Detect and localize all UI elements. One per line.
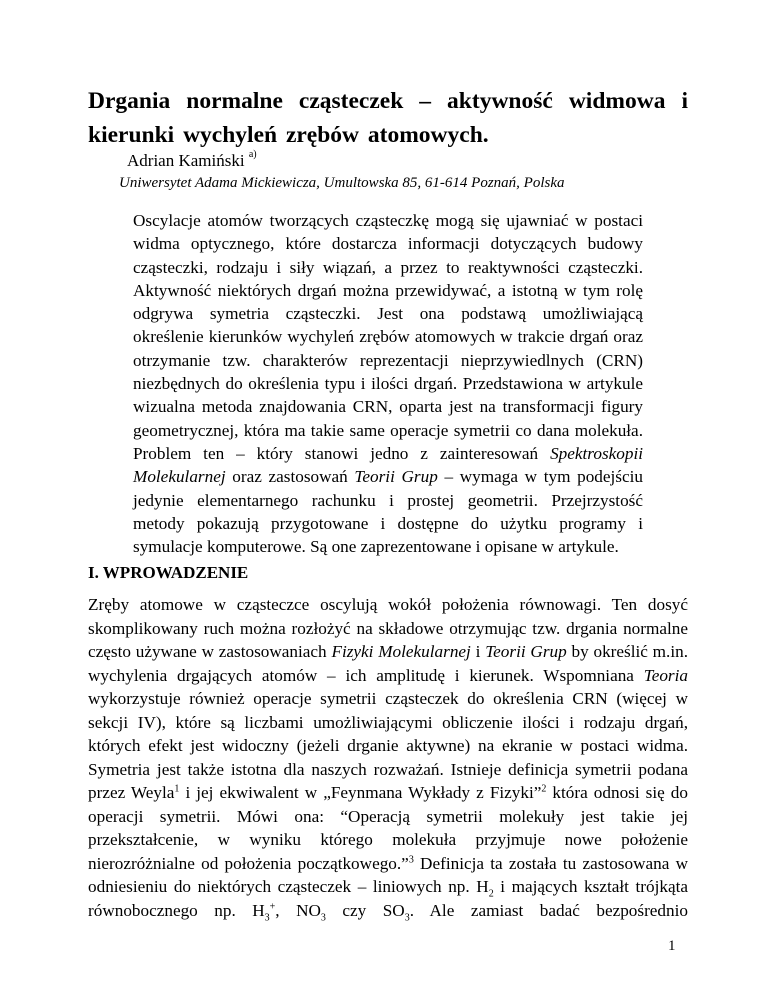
body-text: wykorzystuje również operacje symetrii cząsteczek do określenia CRN (więcej w sekcji IV), które są liczbami umożliwiającymi obliczenie ilości i rodzaju drgań, których efekt jest widoczny (jeżeli drganie aktywne) na ekranie w postaci widma. Symetria jest także istotna dla naszych rozważań. Istnieje definicja symetrii podana przez Weyla (88, 689, 688, 802)
body-text: , NO (275, 900, 321, 920)
affiliation: Uniwersytet Adama Mickiewicza, Umultowska 85, 61-614 Poznań, Polska (119, 175, 565, 191)
body-text: . Ale zamiast badać bezpośrednio (409, 900, 688, 920)
abstract-text-1: Oscylacje atomów tworzących cząsteczkę mogą się ujawniać w postaci widma optycznego, które dostarcza informacji dotyczących budowy cząsteczki, rodzaju i siły wiązań, a przez to reaktywności cząsteczki. Aktywność niektórych drgań można przewidywać, a istotną w tym rolę odgrywa symetria cząsteczki. Jest ona podstawą umożliwiającą określenie kierunków wychyleń zrębów atomowych w trakcie drgań oraz otrzymanie tzw. charakterów reprezentacji nieprzywiedlnych (CRN) niezbędnych do określenia typu i ilości drgań. Przedstawiona w artykule wizualna metoda znajdowania CRN, oparta jest na transformacji figury geometrycznej, która ma takie same operacje symetrii co dana molekuła. Problem ten – który stanowi jedno z zainteresowań (133, 211, 643, 463)
author-line (127, 150, 257, 172)
reference-mark: 2 (541, 783, 547, 795)
abstract (133, 209, 643, 558)
affiliation-mark: a) (248, 149, 257, 161)
abstract-italic-1: Spektroskopii Molekularnej (133, 443, 643, 487)
body-text: i (470, 642, 486, 661)
body-italic: Teoria (643, 665, 688, 685)
subscript: 2 (488, 888, 494, 900)
body-text: która odnosi się do operacji symetrii. Mówi ona: “Operacją symetrii molekuły jest takie jej przekształcenie, w wyniku którego molekuła przyjmuje nowe położenie nierozróżnialne od położenia początkowego.” (88, 783, 688, 873)
body-paragraph (88, 593, 688, 922)
subscript: 3 (320, 911, 326, 923)
paper-title: Drgania normalne cząsteczek – aktywność widmowa i kierunki wychyleń zrębów atomowych. (88, 88, 688, 148)
section-heading: I. WPROWADZENIE (88, 563, 249, 582)
body-text: Definicja ta została tu zastosowana w odniesieniu do niektórych cząsteczek – liniowych np. H (88, 853, 688, 896)
page-number: 1 (668, 938, 676, 954)
reference-mark: 1 (174, 783, 180, 795)
body-italic: Fizyki Molekularnej (331, 642, 471, 661)
body-text: Zręby atomowe w cząsteczce oscylują wokół położenia równowagi. Ten dosyć skomplikowany ruch można rozłożyć na składowe otrzymując tzw. drgania normalne często używane w zastosowaniach (88, 595, 688, 661)
superscript: + (269, 900, 276, 912)
body-text: i jej ekwiwalent w „Feynmana Wykłady z Fizyki” (179, 783, 542, 802)
author-name: Adrian Kamiński (127, 151, 245, 170)
body-text: i mających kształt trójkąta równobocznego np. H (88, 877, 688, 920)
body-text: czy SO (325, 900, 405, 920)
body-italic: Teorii Grup (485, 642, 567, 661)
abstract-text-3: – wymaga w tym podejściu jedynie elementarnego rachunku i prostej geometrii. Przejrzystość metody pokazują przygotowane i dostępne do użytku programy i symulacje komputerowe. Są one zaprezentowane i opisane w artykule. (133, 467, 643, 557)
body-text: by określić m.in. wychylenia drgających atomów – ich amplitudę i kierunek. Wspomniana (88, 642, 689, 685)
reference-mark: 3 (408, 853, 414, 865)
abstract-italic-2: Teorii Grup (354, 467, 438, 487)
subscript: 3 (404, 911, 410, 923)
abstract-text-2: oraz zastosowań (225, 467, 355, 487)
subscript: 3 (264, 911, 270, 923)
